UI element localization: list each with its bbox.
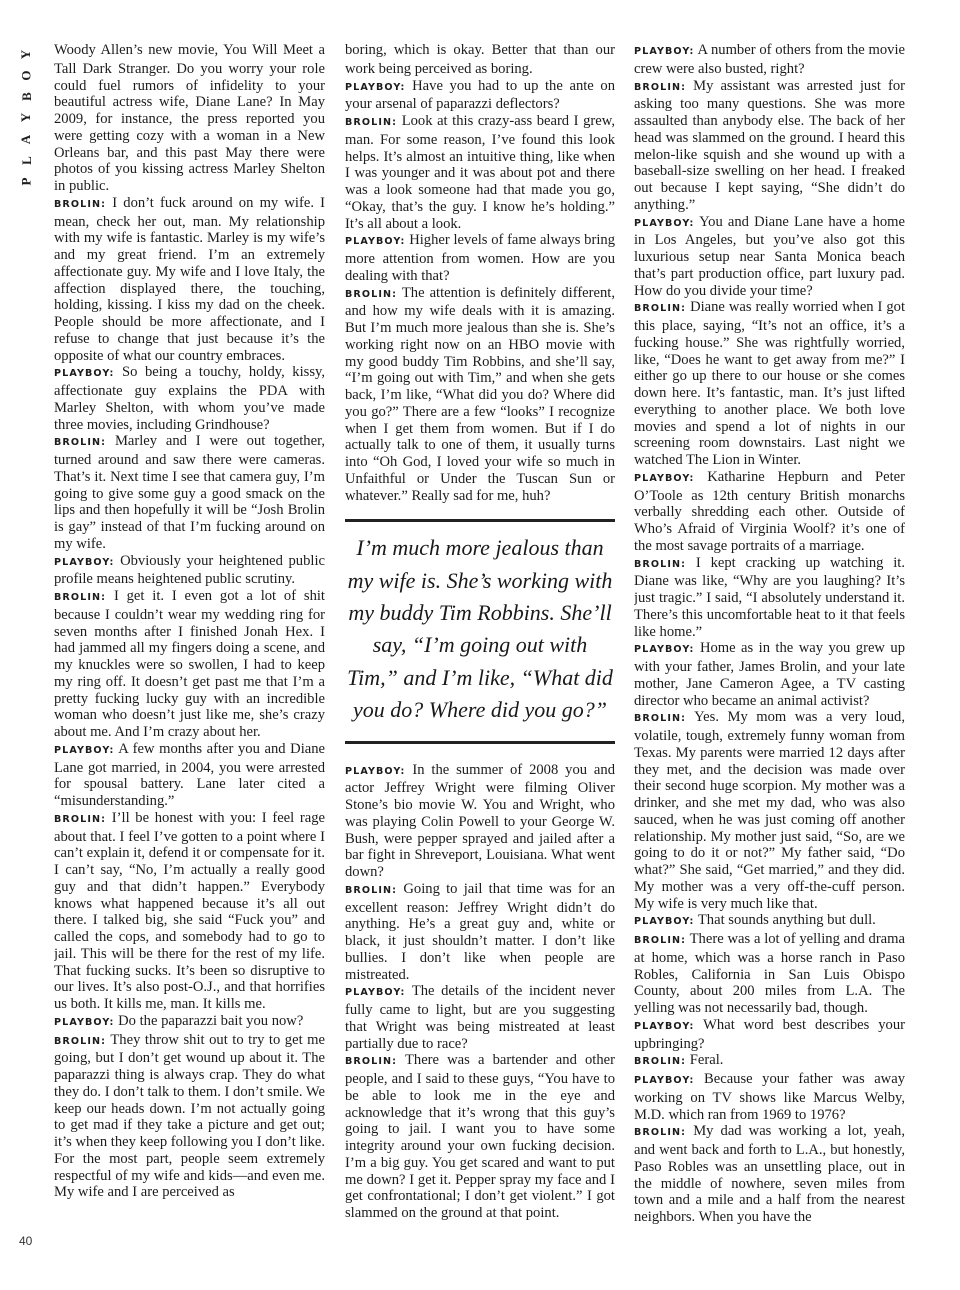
paragraph-text: The attention is definitely different, and how my wife deals with it is amazing. But I’m much more jealous than she is. She’s working right now on an HBO movie with my good buddy Tim Robbins, and she’ll say, “I’m going out with Tim,” and when she gets back, I’m like, “What did you do? Where did you go?” There are a few “looks” I recognize when I get them from women. But if I do actually talk to one of them, it usually turns into “Oh God, I loved your wife so much in Unfaithful or Under the Tuscan Sun or whatever.” Really sad for me, huh?	[345, 284, 615, 504]
interview-paragraph	[634, 640, 905, 709]
interview-paragraph	[634, 1017, 905, 1053]
brand-letter: Y	[18, 49, 34, 60]
speaker-label: BROLIN:	[634, 81, 687, 93]
speaker-label: BROLIN:	[345, 117, 398, 128]
paragraph-text: I’ll be honest with you: I feel rage about that. I feel I’ve gotten to a point where I can’t explain it, defend it or compensate for it. I can’t say, “No, I’m actually a really good guy and that didn’t happen.” Everybody knows what happened because it’s all out there. I talked big, she said “Fuck you” and called the cops, and somebody had to go to jail. This will be there for the rest of my life. That fucking sucks. It’s been so disruptive to our lives. It’s also post-O.J., and that horrifies us both. It kills me, man. It kills me.	[54, 809, 325, 1012]
speaker-label: PLAYBOY:	[634, 1020, 695, 1032]
interview-paragraph	[345, 881, 615, 984]
interview-paragraph	[345, 78, 615, 114]
brand-letter: L	[18, 155, 34, 165]
speaker-label: BROLIN:	[634, 935, 687, 946]
text-column-2	[345, 42, 615, 1258]
interview-paragraph	[54, 741, 325, 810]
interview-paragraph	[345, 762, 615, 881]
paragraph-text: A few months after you and Diane Lane got married, in 2004, you were arrested for spousal battery. Lane later cited a “misunderstanding.”	[54, 740, 325, 809]
interview-paragraph	[54, 588, 325, 741]
speaker-label: BROLIN:	[54, 198, 107, 210]
interview-paragraph	[345, 1052, 615, 1222]
speaker-label: BROLIN:	[634, 1127, 687, 1139]
paragraph-text: I get it. I even got a lot of shit because I couldn’t wear my wedding ring for seven months after I finished Jonah Hex. I had jammed all my fingers doing a scene, and my knuckles were so swollen, I had to keep my ring off. It doesn’t get past me that I’m a pretty fucking lucky guy with an incredible woman who doesn’t just like me, she’s crazy about me. And I’m crazy about her.	[54, 588, 325, 740]
paragraph-text: boring, which is okay. Better that than our work being perceived as boring.	[345, 42, 615, 77]
text-column-1	[54, 42, 325, 1258]
paragraph-text: Because your father was away working on TV shows like Marcus Welby, M.D. which ran from 1969 to 1976?	[634, 1071, 905, 1123]
paragraph-text: So being a touchy, holdy, kissy, affectionate guy explains the PDA with Marley Shelton, with whom you’ve made three movies, including Grindhouse?	[54, 364, 325, 433]
speaker-label: PLAYBOY:	[54, 744, 115, 756]
pull-quote: I’m much more jealous than my wife is. She’s working with my buddy Tim Robbins. She’ll say, “I’m going out with Tim,” and I’m like, “What did you do? Where did you go?”	[345, 519, 615, 743]
interview-paragraph	[634, 214, 905, 300]
interview-paragraph	[634, 299, 905, 469]
playboy-vertical-brand	[14, 48, 38, 188]
brand-letter: O	[18, 70, 34, 81]
paragraph-text: My dad was working a lot, yeah, and went back and forth to L.A., but honestly, Paso Robles was an unsettling place, out in the middle of nowhere, seven miles from town and a mile and a half from the nearest neighbors. When you have the	[634, 1123, 905, 1225]
paragraph-text: Have you had to up the ante on your arsenal of paparazzi deflectors?	[345, 77, 615, 113]
interview-paragraph	[634, 912, 905, 931]
speaker-label: PLAYBOY:	[634, 644, 695, 656]
interview-paragraph	[634, 555, 905, 641]
interview-paragraph	[634, 469, 905, 555]
speaker-label: PLAYBOY:	[345, 81, 406, 93]
speaker-label: BROLIN:	[634, 558, 687, 570]
paragraph-text: The details of the incident never fully came to light, but are you suggesting that Wright was being mistreated at least partially due to race?	[345, 983, 615, 1052]
interview-paragraph	[634, 1071, 905, 1123]
interview-paragraph	[345, 983, 615, 1052]
speaker-label: BROLIN:	[54, 813, 107, 825]
paragraph-text: A number of others from the movie crew were also busted, right?	[634, 42, 905, 77]
paragraph-text: Yes. My mom was a very loud, volatile, tough, extremely funny woman from Texas. My parents were married 12 days after they met, and the decision was made over their second huge scorpion. My mother was a drinker, and she met my dad, who was also sauced, when he was just coming off another relationship. My mother just said, “So, are we going to do it or not?” My father said, “Do what?” She said, “Get married,” and they did. My mother was a very off-the-cuff person. My wife is very much like that.	[634, 709, 905, 912]
speaker-label: BROLIN:	[345, 288, 398, 300]
interview-paragraph	[634, 78, 905, 214]
interview-paragraph	[345, 285, 615, 505]
speaker-label: BROLIN:	[54, 592, 107, 603]
brand-letter: Y	[18, 113, 34, 123]
text-column-3	[634, 42, 905, 1258]
speaker-label: PLAYBOY:	[54, 368, 115, 380]
paragraph-text: Diane was really worried when I got this place, saying, “It’s not an office, it’s a fucking house.” She was rightfully worried, like, “Does he want to get away from me?” I either go up there to our house or she comes down here. It’s fantastic, man. It’s just lifted everything to another place. We both love movies and spend a lot of nights in our screening room downstairs. Last night we watched The Lion in Winter.	[634, 299, 905, 468]
speaker-label: PLAYBOY:	[634, 46, 695, 57]
speaker-label: PLAYBOY:	[634, 916, 695, 928]
paragraph-text: There was a bartender and other people, and I said to these guys, “You have to be able to look me in the eye and acknowledge that it’s wrong that this guy’s going to jail. I want you to have some integrity around your own fucking decision. I’m a big guy. You get scared and want to put me down? I get it. Pepper spray my face and I get confrontational; I don’t get violent.” I got slammed on the ground at that point.	[345, 1052, 615, 1222]
speaker-label: PLAYBOY:	[634, 1075, 695, 1086]
interview-paragraph	[54, 553, 325, 589]
speaker-label: BROLIN:	[54, 1035, 107, 1047]
paragraph-text: Feral.	[689, 1052, 724, 1069]
paragraph-text: Look at this crazy-ass beard I grew, man. For some reason, I’ve found this look helps. It’s almost an intuitive thing, like when I was younger and it was about pot and there was a look someone had that made you go, “Okay, that’s the guy. I know he’s holding.” It’s all about a look.	[345, 113, 615, 232]
paragraph-text: I don’t fuck around on my wife. I mean, check her out, man. My relationship with my wife is fantastic. Marley is my wife’s and my great friend. I’m an extremely affectionate guy. My wife and I love Italy, the affection displayed there, the touching, holding, kissing. I kiss my dad on the cheek. People should be more affectionate, and I refuse to change that just because it’s the opposite of what our country embraces.	[54, 194, 325, 364]
speaker-label: PLAYBOY:	[54, 556, 115, 568]
interview-paragraph	[54, 433, 325, 552]
speaker-label: PLAYBOY:	[345, 987, 406, 999]
brand-letter: A	[18, 134, 34, 144]
speaker-label: PLAYBOY:	[345, 765, 406, 777]
paragraph-text: Going to jail that time was for an excellent reason: Jeffrey Wright didn’t do anything. He’s a great guy and, white or black, it just shouldn’t matter. I don’t like bullies. I don’t like when people are mistreated.	[345, 880, 615, 983]
interview-paragraph	[634, 1052, 905, 1071]
interview-paragraph	[634, 709, 905, 912]
paragraph-text: In the summer of 2008 you and actor Jeffrey Wright were filming Oliver Stone’s bio movie W. You and Wright, who was playing Colin Powell to your George W. Bush, were pepper sprayed and jailed after a bar fight in Shreveport, Louisiana. What went down?	[345, 761, 615, 881]
interview-paragraph	[634, 931, 905, 1017]
paragraph-text: I kept cracking up watching it. Diane was like, “Why are you laughing? It’s just tragic.” I said, “I absolutely understand it. There’s this uncomfortable heat to it that feels like home.”	[634, 554, 905, 640]
interview-paragraph	[54, 1013, 325, 1032]
speaker-label: BROLIN:	[634, 713, 687, 725]
brand-letter: P	[18, 177, 34, 186]
paragraph-text: My assistant was arrested just for asking too many questions. She was more assaulted than anybody else. The back of her head was slammed on the ground. I heard this melon-like squish and she wound up with a baseball-size swelling on her head. I freaked out because I kept saying, “She didn’t do anything.”	[634, 77, 905, 213]
paragraph-text: Do the paparazzi bait you now?	[118, 1012, 304, 1029]
interview-paragraph	[345, 42, 615, 78]
interview-paragraph	[634, 1123, 905, 1226]
speaker-label: BROLIN:	[345, 1056, 398, 1068]
paragraph-text: Marley and I were out together, turned around and saw there were cameras. That’s it. Next time I see that camera guy, I’m going to give some guy a good smack on the lips and then hopefully it will be “Josh Brolin is gay” instead of that I’m fucking around on my wife.	[54, 433, 325, 552]
paragraph-text: You and Diane Lane have a home in Los Angeles, but you’ve also got this luxurious setup near Santa Monica beach that’s part production office, part luxury pad. How do you divide your time?	[634, 213, 905, 299]
speaker-label: PLAYBOY:	[634, 217, 695, 229]
brand-letter: B	[18, 92, 34, 102]
interview-paragraph	[54, 364, 325, 433]
speaker-label: BROLIN:	[345, 884, 398, 896]
paragraph-text: Higher levels of fame always bring more attention from women. How are you dealing with that?	[345, 232, 615, 284]
interview-paragraph	[634, 42, 905, 78]
speaker-label: PLAYBOY:	[345, 236, 406, 248]
paragraph-text: Home as in the way you grew up with your father, James Brolin, and your late mother, Jane Cameron Agee, a TV casting director who became an animal activist?	[634, 640, 905, 709]
paragraph-text: They throw shit out to try to get me going, but I don’t get wound up about it. The paparazzi thing is always crap. They do what they do. I don’t talk to them. I don’t smile. We keep our heads down. I’m not actually going to get mad if they take a picture and get out; it’s when they keep following you I don’t like. For the most part, people seem extremely respectful of my wife and kids—and even me. My wife and I are perceived as	[54, 1031, 325, 1201]
speaker-label: BROLIN:	[54, 437, 107, 449]
interview-paragraph	[54, 195, 325, 365]
speaker-label: BROLIN:	[634, 303, 687, 315]
interview-paragraph	[54, 42, 325, 195]
page-number: 40	[19, 1234, 33, 1248]
paragraph-text: What word best describes your upbringing?	[634, 1016, 905, 1052]
paragraph-text: That sounds anything but dull.	[697, 912, 876, 929]
paragraph-text: There was a lot of yelling and drama at home, which was a horse ranch in Paso Robles, California in San Luis Obispo County, about 200 miles from L.A. The yelling was not necessarily bad, though.	[634, 931, 905, 1016]
interview-paragraph	[54, 810, 325, 1013]
speaker-label: BROLIN:	[634, 1056, 687, 1068]
paragraph-text: Woody Allen’s new movie, You Will Meet a Tall Dark Stranger. Do you worry your role could fuel rumors of infidelity to your beautiful actress wife, Diane Lane? In May 2009, for instance, the press reported you were getting cozy with a woman in a New Orleans bar, and this past May there were photos of you kissing actress Marley Shelton in public.	[54, 42, 325, 194]
paragraph-text: Katharine Hepburn and Peter O’Toole as 12th century British monarchs verbally shredding each other. Outside of Who’s Afraid of Virginia Woolf? it’s one of the most savage portraits of a marriage.	[634, 468, 905, 554]
interview-paragraph	[345, 232, 615, 284]
speaker-label: PLAYBOY:	[54, 1016, 115, 1028]
interview-paragraph	[345, 113, 615, 232]
interview-paragraph	[54, 1032, 325, 1202]
speaker-label: PLAYBOY:	[634, 472, 695, 484]
paragraph-text: Obviously your heightened public profile means heightened public scrutiny.	[54, 552, 325, 588]
